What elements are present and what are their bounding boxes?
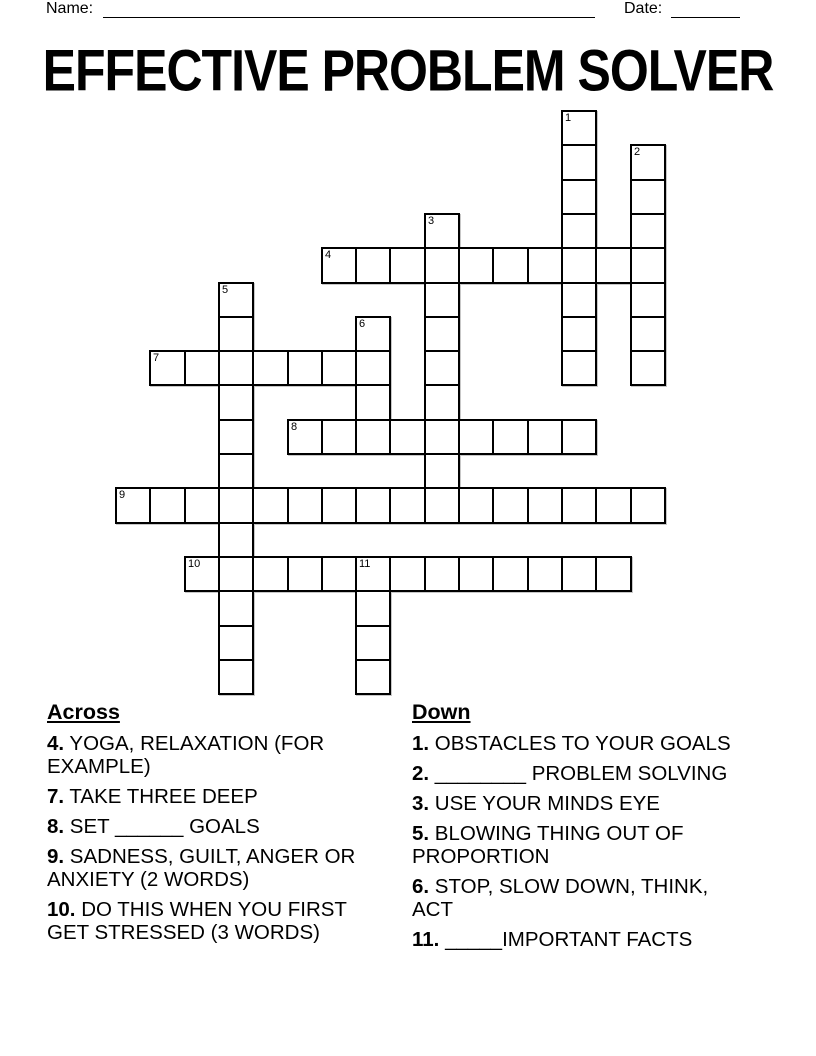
crossword-cell[interactable]	[424, 453, 460, 489]
crossword-cell[interactable]	[321, 556, 357, 592]
crossword-cell[interactable]	[492, 419, 529, 455]
clue-number: 5.	[412, 822, 430, 845]
crossword-cell[interactable]	[424, 316, 460, 352]
crossword-cell[interactable]	[561, 350, 597, 386]
page-title: EFFECTIVE PROBLEM SOLVER	[42, 38, 774, 104]
across-clue-9: 9. SADNESS, GUILT, ANGER OR ANXIETY (2 WORDS)	[47, 845, 356, 891]
crossword-cell[interactable]	[561, 247, 597, 284]
crossword-cell[interactable]	[595, 247, 632, 284]
crossword-cell[interactable]	[561, 282, 597, 318]
cell-number: 6	[359, 318, 366, 330]
crossword-cell[interactable]	[458, 487, 494, 524]
crossword-cell[interactable]	[630, 179, 666, 215]
crossword-cell[interactable]	[424, 487, 460, 524]
crossword-cell[interactable]	[218, 659, 254, 695]
down-heading: Down	[412, 700, 471, 724]
crossword-cell[interactable]	[424, 384, 460, 421]
crossword-cell[interactable]	[218, 419, 254, 455]
crossword-cell[interactable]	[355, 350, 391, 386]
crossword-cell[interactable]	[389, 556, 426, 592]
across-clue-10: 10. DO THIS WHEN YOU FIRST GET STRESSED (3 WORDS)	[47, 898, 347, 944]
crossword-cell[interactable]	[218, 487, 254, 524]
crossword-cell[interactable]	[424, 213, 460, 249]
crossword-cell[interactable]	[355, 590, 391, 627]
crossword-cell[interactable]	[321, 350, 357, 386]
clue-number: 3.	[412, 792, 430, 815]
crossword-cell[interactable]	[458, 419, 494, 455]
crossword-cell[interactable]	[252, 556, 289, 592]
crossword-cell[interactable]	[424, 556, 460, 592]
crossword-cell[interactable]	[184, 556, 220, 592]
crossword-cell[interactable]	[184, 487, 220, 524]
crossword-cell[interactable]	[527, 419, 563, 455]
crossword-cell[interactable]	[561, 487, 597, 524]
crossword-cell[interactable]	[561, 556, 597, 592]
crossword-grid	[115, 110, 666, 695]
crossword-cell[interactable]	[561, 213, 597, 249]
down-clue-2: 2. ________ PROBLEM SOLVING	[412, 762, 728, 785]
crossword-cell[interactable]	[218, 316, 254, 352]
date-blank-line[interactable]	[671, 0, 740, 18]
crossword-cell[interactable]	[527, 556, 563, 592]
across-heading: Across	[47, 700, 120, 724]
across-clue-4: 4. YOGA, RELAXATION (FOR EXAMPLE)	[47, 732, 325, 778]
crossword-cell[interactable]	[218, 350, 254, 386]
crossword-cell[interactable]	[355, 487, 391, 524]
crossword-cell[interactable]	[389, 247, 426, 284]
crossword-cell[interactable]	[184, 350, 220, 386]
down-clue-5: 5. BLOWING THING OUT OF PROPORTION	[412, 822, 684, 868]
crossword-cell[interactable]	[492, 487, 529, 524]
clue-number: 4.	[47, 732, 65, 755]
cell-number: 1	[565, 112, 572, 124]
crossword-cell[interactable]	[321, 487, 357, 524]
down-clues-section	[412, 701, 744, 958]
clue-number: 8.	[47, 815, 65, 838]
crossword-cell[interactable]	[321, 247, 357, 284]
crossword-cell[interactable]	[458, 247, 494, 284]
down-clue-11: 11. _____IMPORTANT FACTS	[412, 928, 693, 951]
clue-number: 2.	[412, 762, 430, 785]
crossword-cell[interactable]	[218, 625, 254, 661]
cell-number: 7	[153, 352, 160, 364]
cell-number: 8	[291, 421, 298, 433]
name-label: Name:	[46, 0, 94, 17]
crossword-cell[interactable]	[630, 316, 666, 352]
name-blank-line[interactable]	[103, 0, 595, 18]
crossword-cell[interactable]	[561, 179, 597, 215]
crossword-cell[interactable]	[492, 556, 529, 592]
crossword-cell[interactable]	[424, 282, 460, 318]
crossword-cell[interactable]	[355, 556, 391, 592]
crossword-cell[interactable]	[218, 590, 254, 627]
crossword-cell[interactable]	[630, 282, 666, 318]
crossword-cell[interactable]	[424, 247, 460, 284]
cell-number: 2	[634, 146, 641, 158]
crossword-cell[interactable]	[355, 384, 391, 421]
clue-number: 1.	[412, 732, 430, 755]
crossword-cell[interactable]	[424, 350, 460, 386]
crossword-cell[interactable]	[630, 487, 666, 524]
crossword-cell[interactable]	[561, 419, 597, 455]
crossword-cell[interactable]	[252, 487, 289, 524]
crossword-cell[interactable]	[355, 419, 391, 455]
across-clue-7: 7. TAKE THREE DEEP	[47, 785, 258, 808]
crossword-cell[interactable]	[218, 522, 254, 558]
down-clue-3: 3. USE YOUR MINDS EYE	[412, 792, 660, 815]
crossword-cell[interactable]	[595, 487, 632, 524]
crossword-cell[interactable]	[561, 110, 597, 146]
cell-number: 3	[428, 215, 435, 227]
across-clue-list	[47, 732, 362, 944]
crossword-cell[interactable]	[218, 384, 254, 421]
clue-number: 11.	[412, 928, 440, 951]
crossword-cell[interactable]	[149, 350, 186, 386]
crossword-cell[interactable]	[561, 144, 597, 181]
crossword-cell[interactable]	[527, 247, 563, 284]
across-clues-section	[47, 701, 362, 951]
cell-number: 11	[359, 558, 371, 570]
crossword-cell[interactable]	[287, 350, 323, 386]
crossword-cell[interactable]	[424, 419, 460, 455]
clue-number: 9.	[47, 845, 65, 868]
crossword-cell[interactable]	[492, 247, 529, 284]
crossword-cell[interactable]	[218, 282, 254, 318]
cell-number: 10	[188, 558, 201, 570]
crossword-cell[interactable]	[218, 556, 254, 592]
crossword-cell[interactable]	[355, 659, 391, 695]
down-clue-1: 1. OBSTACLES TO YOUR GOALS	[412, 732, 731, 755]
cell-number: 4	[325, 249, 332, 261]
crossword-cell[interactable]	[630, 213, 666, 249]
crossword-cell[interactable]	[149, 487, 186, 524]
crossword-cell[interactable]	[287, 487, 323, 524]
crossword-cell[interactable]	[630, 247, 666, 284]
crossword-cell[interactable]	[389, 487, 426, 524]
crossword-cell[interactable]	[630, 350, 666, 386]
crossword-cell[interactable]	[252, 350, 289, 386]
clue-number: 7.	[47, 785, 65, 808]
crossword-cell[interactable]	[389, 419, 426, 455]
crossword-cell[interactable]	[321, 419, 357, 455]
cell-number: 9	[119, 489, 126, 501]
down-clue-list	[412, 732, 744, 951]
crossword-cell[interactable]	[355, 247, 391, 284]
crossword-cell[interactable]	[561, 316, 597, 352]
crossword-cell[interactable]	[595, 556, 632, 592]
clue-number: 6.	[412, 875, 430, 898]
crossword-cell[interactable]	[115, 487, 151, 524]
down-clue-6: 6. STOP, SLOW DOWN, THINK, ACT	[412, 875, 709, 921]
crossword-cell[interactable]	[355, 316, 391, 352]
clue-number: 10.	[47, 898, 76, 921]
cell-number: 5	[222, 284, 229, 296]
crossword-cell[interactable]	[355, 625, 391, 661]
crossword-cell[interactable]	[458, 556, 494, 592]
across-clue-8: 8. SET ______ GOALS	[47, 815, 260, 838]
crossword-cell[interactable]	[287, 556, 323, 592]
crossword-cell[interactable]	[218, 453, 254, 489]
crossword-cell[interactable]	[287, 419, 323, 455]
crossword-cell[interactable]	[527, 487, 563, 524]
crossword-cell[interactable]	[630, 144, 666, 181]
date-label: Date:	[624, 0, 663, 17]
